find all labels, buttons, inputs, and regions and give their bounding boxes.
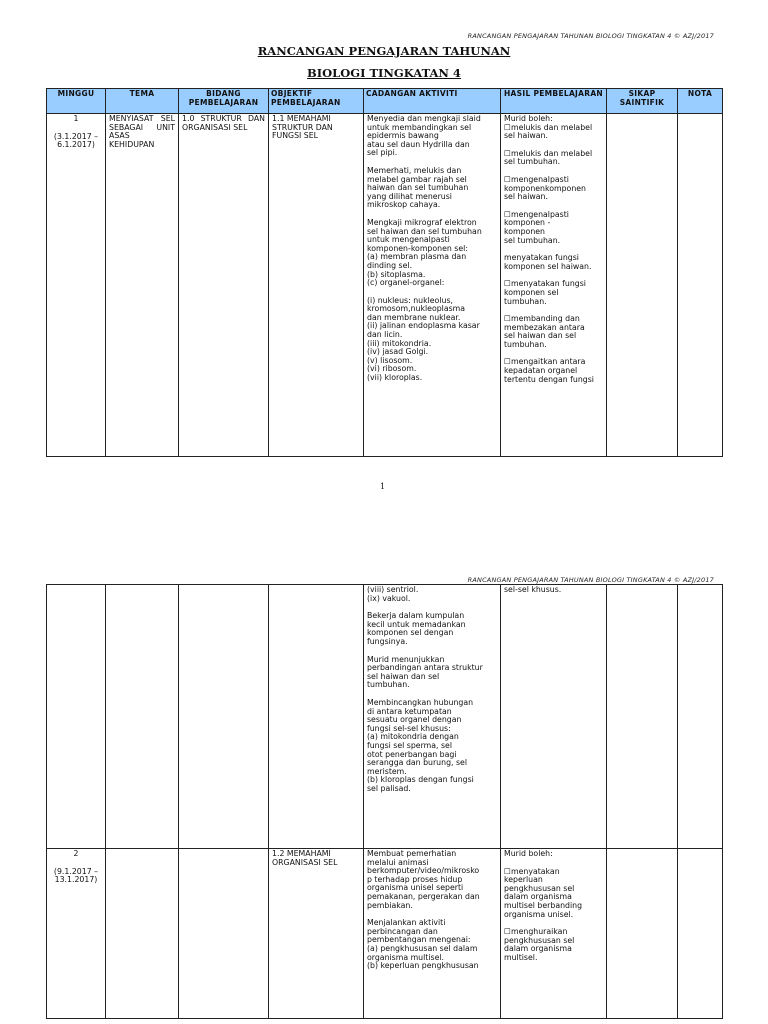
week-dates: (9.1.2017 – 13.1.2017) xyxy=(53,866,99,885)
sikap-cell xyxy=(607,849,678,1019)
page-separator xyxy=(0,500,768,566)
outcome-item: menyatakan fungsi komponen sel haiwan. xyxy=(504,253,592,271)
column-header-minggu: MINGGU xyxy=(47,89,106,114)
activity-paragraph: Murid menunjukkan perbandingan antara struktur sel haiwan dan sel tumbuhan. xyxy=(367,654,483,690)
running-header: RANCANGAN PENGAJARAN TAHUNAN BIOLOGI TINGKATAN 4 © AZJ/2017 xyxy=(467,576,714,584)
outcome-item: Murid boleh: ☐melukis dan melabel sel haiwan. xyxy=(504,114,593,141)
bidang-cell xyxy=(179,849,269,1019)
nota-cell xyxy=(678,585,723,849)
hasil-cell xyxy=(501,585,607,849)
tema-cell: MENYIASAT SEL SEBAGAI UNIT ASAS KEHIDUPAN xyxy=(106,114,179,457)
lesson-plan-table-page-2 xyxy=(46,584,723,1019)
outcome-item: ☐menyatakan keperluan pengkhususan sel dalam organisma multisel berbanding organisma unisel. xyxy=(504,866,583,919)
objektif-cell: 1.1 MEMAHAMI STRUKTUR DAN FUNGSI SEL xyxy=(269,114,364,457)
outcome-item: ☐menyatakan fungsi komponen sel tumbuhan. xyxy=(504,279,586,306)
objektif-cell: 1.2 MEMAHAMI ORGANISASI SEL xyxy=(269,849,364,1019)
bidang-cell: 1.0 STRUKTUR DAN ORGANISASI SEL xyxy=(179,114,269,457)
nota-cell xyxy=(678,849,723,1019)
tema-cell xyxy=(106,849,179,1019)
document-subtitle: BIOLOGI TINGKATAN 4 xyxy=(307,66,461,80)
document-page-1 xyxy=(0,0,768,500)
activity-paragraph: Menjalankan aktiviti perbincangan dan pembentangan mengenai: (a) pengkhususan sel dalam organisma multisel. (b) keperluan pengkhususan xyxy=(367,918,479,971)
column-header-bidang: BIDANG PEMBELAJARAN xyxy=(179,89,269,114)
table-row-week-1 xyxy=(47,114,723,457)
tema-cell xyxy=(106,585,179,849)
week-cell xyxy=(47,849,106,1019)
cadangan-cell xyxy=(364,585,501,849)
week-number: 1 xyxy=(73,114,79,123)
outcome-item: ☐membanding dan membezakan antara sel haiwan dan sel tumbuhan. xyxy=(504,314,585,349)
activity-paragraph: Memerhati, melukis dan melabel gambar rajah sel haiwan dan sel tumbuhan yang dilihat menerusi mikroskop cahaya. xyxy=(367,165,469,210)
page-number: 1 xyxy=(380,482,386,491)
activity-paragraph: Membuat pemerhatian melalui animasi berkomputer/video/mikrosko p terhadap proses hidup organisma unisel seperti pemakanan, pergerakan dan pembiakan. xyxy=(367,849,480,910)
column-header-objektif: OBJEKTIF PEMBELAJARAN xyxy=(269,89,364,114)
table-row-week-2 xyxy=(47,849,723,1019)
column-header-sikap: SIKAP SAINTIFIK xyxy=(607,89,678,114)
column-header-hasil: HASIL PEMBELAJARAN xyxy=(501,89,607,114)
table-row-week-1-continued xyxy=(47,585,723,849)
hasil-cell xyxy=(501,114,607,457)
activity-organelle-list: (i) nukleus: nukleolus, kromosom,nukleoplasma dan membrane nuklear. (ii) jalinan endoplasma kasar dan licin. (iii) mitokondria. (iv) jasad Golgi. (v) lisosom. (vi) ribosom. (vii) kloroplas. xyxy=(367,295,480,383)
objektif-cell xyxy=(269,585,364,849)
bidang-cell xyxy=(179,585,269,849)
activity-paragraph: Mengkaji mikrograf elektron sel haiwan dan sel tumbuhan untuk mengenalpasti komponen-komponen sel: (a) membran plasma dan dinding sel. (b) sitoplasma. (c) organel-organel: xyxy=(367,217,482,288)
outcome-item: ☐melukis dan melabel sel tumbuhan. xyxy=(504,148,593,167)
sikap-cell xyxy=(607,114,678,457)
lesson-plan-table-page-1 xyxy=(46,88,723,457)
activity-paragraph: (viii) sentriol. (ix) vakuol. xyxy=(367,585,419,603)
outcome-item: ☐mengenalpasti komponen - komponen sel tumbuhan. xyxy=(504,209,569,245)
document-page-2 xyxy=(0,566,768,1024)
running-header: RANCANGAN PENGAJARAN TAHUNAN BIOLOGI TINGKATAN 4 © AZJ/2017 xyxy=(467,32,714,40)
cadangan-cell xyxy=(364,849,501,1019)
outcome-item: ☐mengaitkan antara kepadatan organel tertentu dengan fungsi xyxy=(504,357,594,384)
cadangan-cell xyxy=(364,114,501,457)
column-header-cadangan: CADANGAN AKTIVITI xyxy=(364,89,501,114)
document-title: RANCANGAN PENGAJARAN TAHUNAN xyxy=(257,44,511,58)
column-header-nota: NOTA xyxy=(678,89,723,114)
activity-paragraph: Menyedia dan mengkaji slaid untuk membandingkan sel epidermis bawang atau sel daun Hydrilla dan sel pipi. xyxy=(367,114,481,158)
outcome-item: ☐menghuraikan pengkhususan sel dalam organisma multisel. xyxy=(504,927,575,962)
table-header-row xyxy=(47,89,723,114)
week-cell xyxy=(47,114,106,457)
outcome-item: ☐mengenalpasti komponenkomponen sel haiwan. xyxy=(504,174,587,202)
week-dates: (3.1.2017 – 6.1.2017) xyxy=(53,131,99,150)
outcome-item: Murid boleh: xyxy=(504,849,553,858)
column-header-tema: TEMA xyxy=(106,89,179,114)
hasil-cell xyxy=(501,849,607,1019)
activity-paragraph: Membincangkan hubungan di antara ketumpatan sesuatu organel dengan fungsi sel-sel khusus: (a) mitokondria dengan fungsi sel sperma, sel otot penerbangan bagi serangga dan burung, sel meristem. (b) kloroplas dengan fungsi sel palisad. xyxy=(367,697,474,793)
week-number: 2 xyxy=(73,849,79,858)
nota-cell xyxy=(678,114,723,457)
outcome-item: sel-sel khusus. xyxy=(504,585,562,594)
week-cell xyxy=(47,585,106,849)
sikap-cell xyxy=(607,585,678,849)
activity-paragraph: Bekerja dalam kumpulan kecil untuk memadankan komponen sel dengan fungsinya. xyxy=(367,611,466,646)
